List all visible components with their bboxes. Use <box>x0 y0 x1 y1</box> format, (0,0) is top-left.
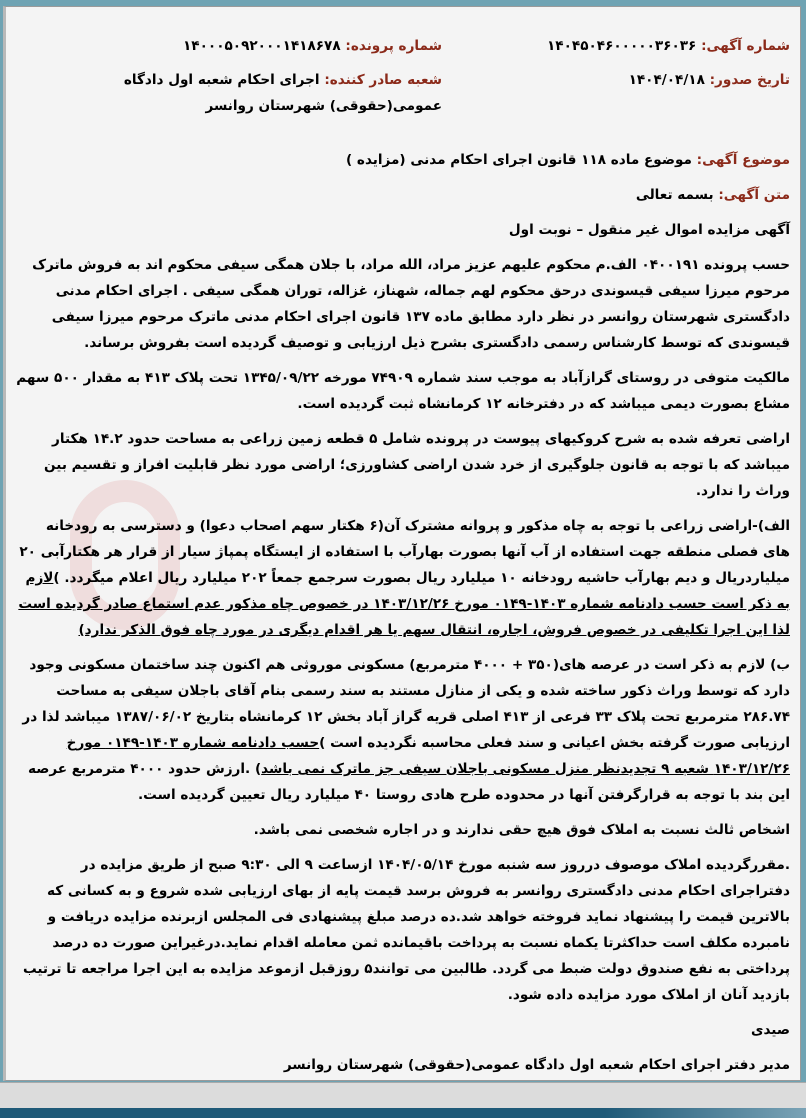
notice-number-value: ۱۴۰۴۵۰۴۶۰۰۰۰۰۳۶۰۳۶ <box>547 38 697 54</box>
issuing-branch-label: شعبه صادر کننده: <box>324 72 442 88</box>
header-row-1 <box>16 33 790 59</box>
notice-heading: آگهی مزایده اموال غیر منقول – نوبت اول <box>508 222 790 238</box>
issuing-branch-value: اجرای احکام شعبه اول دادگاه عمومی(حقوقی) شهرستان روانسر <box>123 72 442 114</box>
notice-number-label: شماره آگهی: <box>701 38 790 54</box>
case-number-label: شماره پرونده: <box>345 38 442 54</box>
signer-title: مدیر دفتر اجرای احکام شعبه اول دادگاه عمومی(حقوقی) شهرستان روانسر <box>283 1057 790 1073</box>
case-number-row <box>16 33 442 59</box>
paragraph-alef-underlined: لازم به ذکر است حسب دادنامه شماره ۱۴۰۳-۰۱۴۹ مورخ ۱۴۰۳/۱۲/۲۶ در خصوص چاه مذکور عدم استماع صادر گردیده است لذا این اجرا تکلیفی در خصوص فروش، اجاره، انتقال سهم یا هر اقدام دیگری در مورد چاه فوق الذکر ندارد) <box>18 570 790 638</box>
notice-number-row <box>460 33 790 59</box>
issue-date-value: ۱۴۰۴/۰۴/۱۸ <box>628 72 705 88</box>
paragraph-ownership: مالکیت متوفی در روستای گرازآباد به موجب سند شماره ۷۴۹۰۹ مورخه ۱۳۴۵/۰۹/۲۲ تحت پلاک ۴۱۳ به مقدار ۵۰۰ سهم مشاع بصورت دیمی میباشد که در دفترخانه ۱۲ کرمانشاه ثبت گردیده است. <box>16 370 790 412</box>
notice-content <box>16 33 790 1087</box>
subject-row <box>16 147 790 173</box>
body-label: متن آگهی: <box>718 187 790 203</box>
paragraph-third-parties: اشخاص ثالث نسبت به املاک فوق هیچ حقی ندارند و در اجاره شخصی نمی باشد. <box>253 822 790 838</box>
issue-date-row <box>460 67 790 119</box>
opening-text: بسمه تعالی <box>635 187 714 203</box>
subject-value: موضوع ماده ۱۱۸ قانون اجرای احکام مدنی (مزایده ) <box>345 152 692 168</box>
paragraph-be-underlined: حسب دادنامه شماره ۱۴۰۳-۰۱۴۹ مورخ ۱۴۰۳/۱۲/۲۶ شعبه ۹ تجدیدنظر منزل مسکونی باجلان سیفی جز ماترک نمی باشد <box>66 735 790 777</box>
status-strip <box>0 1082 806 1109</box>
paragraph-be-text-end: ) .ارزش حدود ۴۰۰۰ مترمربع عرصه این بند با توجه به قرارگرفتن آنها در محدوده طرح هادی روستا ۴۰ میلیارد ریال تعیین گردیده است. <box>27 761 790 803</box>
signer-name: صیدی <box>751 1022 790 1038</box>
body-label-row <box>16 182 790 208</box>
paragraph-lands: اراضی تعرفه شده به شرح کروکیهای پیوست در پرونده شامل ۵ قطعه زمین زراعی به مساحت حدود ۱۴.۲ هکتار میباشد که با توجه به قانون جلوگیری از خرد شدن اراضی کشاورزی؛ اراضی مورد نظر قابلیت افراز و تقسیم بین وراث را ندارد. <box>44 431 790 499</box>
paragraph-case: حسب پرونده ۰۴۰۰۱۹۱ الف.م محکوم علیهم عزیز مراد، الله مراد، با جلان همگی سیفی محکوم اند به فروش ماترک مرحوم میرزا سیفی قیسوندی درحق محکوم لهم جماله، شهناز، غزاله، توران همگی سیفی . اجرای احکام مدنی دادگستری شهرستان روانسر در نظر دارد مطابق ماده ۱۳۷ قانون اجرای احکام مدنی ماترک مرحوم میرزا سیفی قیسوندی که توسط کارشناس رسمی دادگستری بشرح ذیل ارزیابی و توصیف گردیده است بفروش برساند. <box>32 257 790 351</box>
issuing-branch-row <box>16 67 442 119</box>
paragraph-auction-terms: .مقررگردیده املاک موصوف درروز سه شنبه مورخ ۱۴۰۴/۰۵/۱۴ ازساعت ۹ الی ۹:۳۰ صبح از طریق مزایده در دفتراجرای احکام مدنی دادگستری روانسر به فروش برسد قیمت پایه از بهای ارزیابی شده شروع و به کسانی که بالاترین قیمت را پیشنهاد نماید فروخته خواهد شد.ده درصد مبلغ پیشنهادی فی المجلس ازبرنده مزایده دریافت و نامبرده مکلف است حداکثرتا یکماه نسبت به پرداخت باقیمانده ثمن معامله اقدام نماید.درغیراین صورت ده درصد پرداختی به نفع صندوق دولت ضبط می گردد. طالبین می توانند۵ روزقبل ازموعد مزایده به این اجرا مراجعه تا ترتیب بازدید آنان از املاک مورد مزایده داده شود. <box>22 857 790 1003</box>
issue-date-label: تاریخ صدور: <box>709 72 790 88</box>
subject-label: موضوع آگهی: <box>696 152 790 168</box>
paragraph-be-text: ب) لازم به ذکر است در عرصه های(۳۵۰ + ۴۰۰۰ مترمربع) مسکونی موروثی هم اکنون چند ساختمان مسکونی وجود دارد که توسط وراث ذکور ساخته شده و یکی از منازل مستند به سند رسمی بنام آقای باجلان سیفی به مساحت ۲۸۶.۷۴ مترمربع تحت پلاک ۳۳ فرعی از ۴۱۳ اصلی قریه گراز آباد بخش ۱۲ کرمانشاه بتاریخ ۱۳۸۷/۰۶/۰۲ میباشد لذا در ارزیابی صورت گرفته بخش اعیانی و سند فعلی محاسبه نگردیده است ) <box>22 657 790 751</box>
taskbar <box>0 1108 806 1118</box>
paragraph-alef-text: الف)-اراضی زراعی با توجه به چاه مذکور و پروانه مشترک آن(۶ هکتار سهم اصحاب دعوا) و دسترسی به رودخانه های فصلی منطقه جهت استفاده از آب آنها بصورت بهارآب با استفاده از ایستگاه پمپاژ سیار از قرار هر هکتارآبی ۲۰ میلیاردریال و دیم بهارآب حاشیه رودخانه ۱۰ میلیارد ریال بصورت سرجمع جمعاً ۲۰۲ میلیارد ریال اعلام میگردد. ) <box>19 518 790 586</box>
case-number-value: ۱۴۰۰۰۵۰۹۲۰۰۰۱۴۱۸۶۷۸ <box>183 38 341 54</box>
header-row-2 <box>16 67 790 119</box>
paragraph-be <box>16 652 790 808</box>
paragraph-alef <box>16 513 790 643</box>
